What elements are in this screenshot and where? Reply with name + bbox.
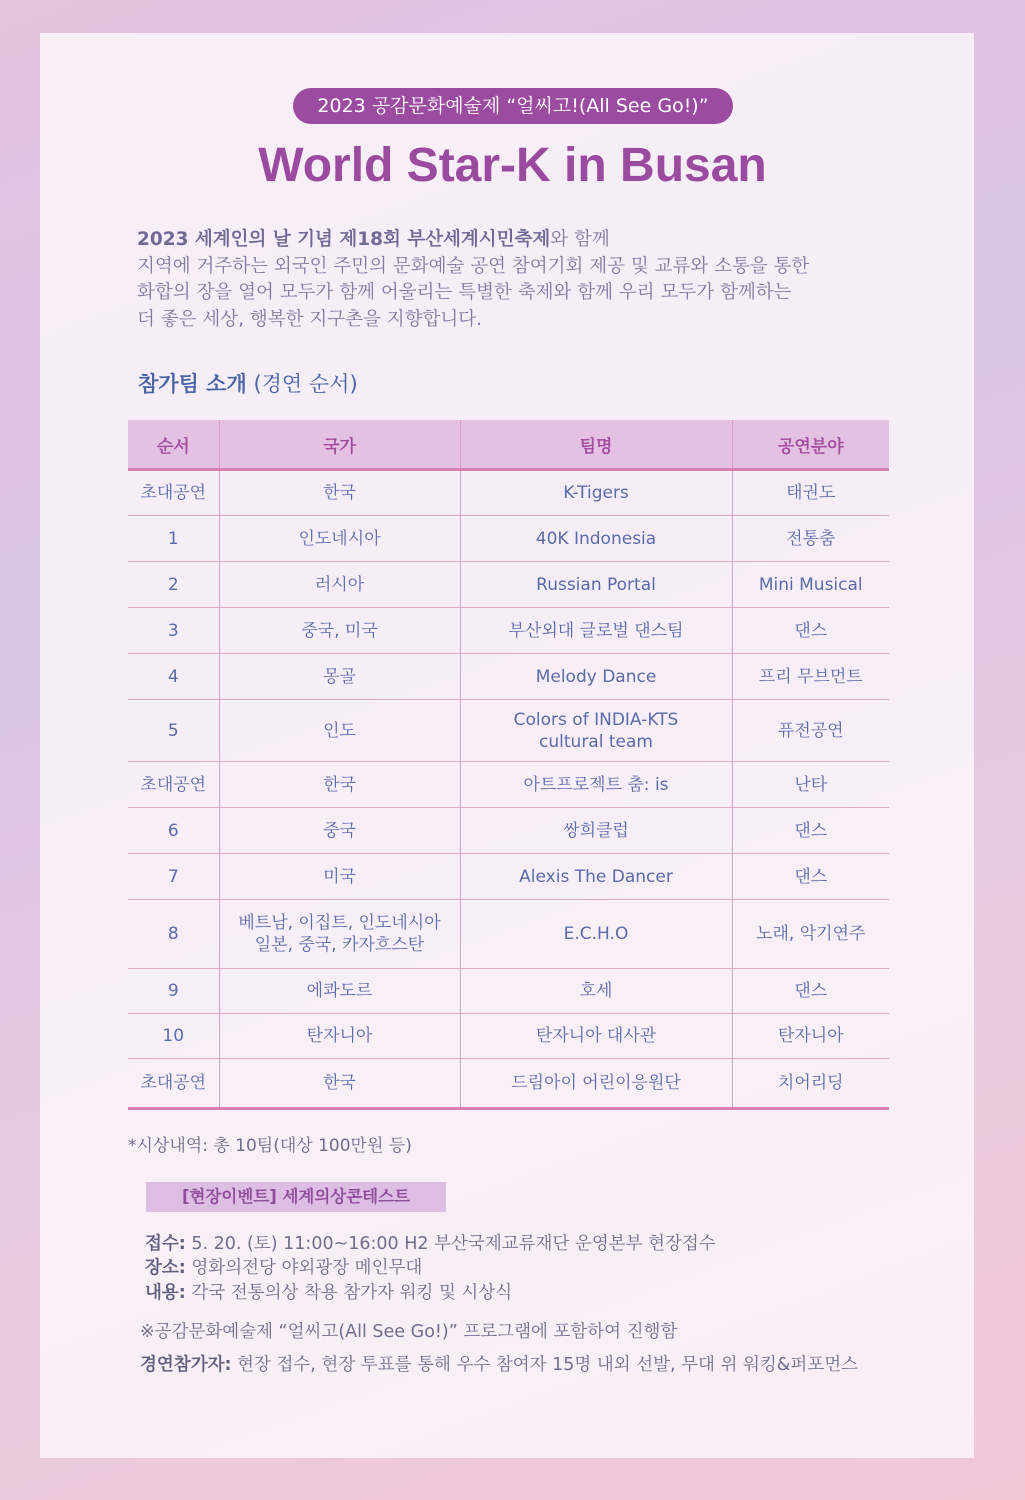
order-cell: 초대공연 <box>128 470 219 516</box>
section-heading-main: 참가팀 소개 <box>138 372 247 396</box>
team-cell: 부산외대 글로벌 댄스팀 <box>460 608 732 654</box>
order-cell: 4 <box>128 654 219 700</box>
table-row <box>128 562 889 608</box>
intro-line-4: 더 좋은 세상, 행복한 지구촌을 지향합니다. <box>137 308 482 330</box>
country-cell: 몽골 <box>219 654 460 700</box>
genre-cell: 치어리딩 <box>732 1059 889 1109</box>
award-note: *시상내역: 총 10팀(대상 100만원 등) <box>128 1136 412 1156</box>
team-cell: 40K Indonesia <box>460 516 732 562</box>
team-cell: 쌍희클럽 <box>460 808 732 854</box>
genre-cell: 프리 무브먼트 <box>732 654 889 700</box>
section-heading-sub: (경연 순서) <box>253 372 358 396</box>
table-row <box>128 608 889 654</box>
order-cell: 5 <box>128 700 219 762</box>
country-line-1: 베트남, 이집트, 인도네시아 <box>238 913 441 933</box>
team-cell: 드림아이 어린이응원단 <box>460 1059 732 1109</box>
genre-cell: 퓨전공연 <box>732 700 889 762</box>
country-cell: 미국 <box>219 854 460 900</box>
country-line-2: 일본, 중국, 카자흐스탄 <box>254 935 425 955</box>
content-value: 각국 전통의상 착용 참가자 워킹 및 시상식 <box>191 1283 513 1303</box>
country-cell: 한국 <box>219 1059 460 1109</box>
genre-cell: 노래, 악기연주 <box>732 900 889 969</box>
content-line <box>145 1279 512 1304</box>
order-cell: 초대공연 <box>128 762 219 808</box>
genre-cell: 난타 <box>732 762 889 808</box>
team-cell: K-Tigers <box>460 470 732 516</box>
genre-cell: 전통춤 <box>732 516 889 562</box>
teams-table <box>128 420 889 1110</box>
venue-label: 장소: <box>145 1258 186 1278</box>
genre-cell: 댄스 <box>732 854 889 900</box>
genre-cell: Mini Musical <box>732 562 889 608</box>
onsite-event-tag: [현장이벤트] 세계의상콘테스트 <box>146 1182 446 1212</box>
table-row <box>128 808 889 854</box>
participants-value: 현장 접수, 현장 투표를 통해 우수 참여자 15명 내외 선발, 무대 위 워킹&퍼포먼스 <box>237 1355 859 1375</box>
order-cell: 3 <box>128 608 219 654</box>
genre-cell: 탄자니아 <box>732 1014 889 1059</box>
country-cell: 한국 <box>219 762 460 808</box>
participants-line <box>140 1351 858 1376</box>
table-row <box>128 854 889 900</box>
country-cell: 인도 <box>219 700 460 762</box>
header-order: 순서 <box>128 420 219 470</box>
team-cell: Alexis The Dancer <box>460 854 732 900</box>
genre-cell: 태권도 <box>732 470 889 516</box>
venue-value: 영화의전당 야외광장 메인무대 <box>191 1258 423 1278</box>
country-cell: 중국 <box>219 808 460 854</box>
venue-line <box>145 1254 422 1279</box>
table-row <box>128 470 889 516</box>
country-cell <box>219 900 460 969</box>
table-row <box>128 700 889 762</box>
intro-line-3: 화합의 장을 열어 모두가 함께 어울리는 특별한 축제와 함께 우리 모두가 함께하는 <box>137 282 792 303</box>
reception-line <box>145 1230 716 1255</box>
participants-label: 경연참가자: <box>140 1355 232 1375</box>
content-label: 내용: <box>145 1283 186 1303</box>
header-team: 팀명 <box>460 420 732 470</box>
table-row <box>128 1059 889 1109</box>
reception-value: 5. 20. (토) 11:00~16:00 H2 부산국제교류재단 운영본부 현장접수 <box>191 1234 716 1254</box>
order-cell: 초대공연 <box>128 1059 219 1109</box>
event-name-badge: 2023 공감문화예술제 “얼씨고!(All See Go!)” <box>293 88 733 124</box>
order-cell: 6 <box>128 808 219 854</box>
team-cell: Melody Dance <box>460 654 732 700</box>
table-row <box>128 1014 889 1059</box>
header-country: 국가 <box>219 420 460 470</box>
intro-line-1 <box>137 227 897 254</box>
intro-lead-suffix: 와 함께 <box>550 229 610 250</box>
team-name-line-2: cultural team <box>539 731 653 752</box>
team-cell: 아트프로젝트 춤: is <box>460 762 732 808</box>
order-cell: 7 <box>128 854 219 900</box>
country-cell: 중국, 미국 <box>219 608 460 654</box>
order-cell: 1 <box>128 516 219 562</box>
table-row <box>128 654 889 700</box>
order-cell: 10 <box>128 1014 219 1059</box>
genre-cell: 댄스 <box>732 608 889 654</box>
team-name-line-1: Colors of INDIA-KTS <box>513 709 679 730</box>
team-cell: Russian Portal <box>460 562 732 608</box>
table-row <box>128 516 889 562</box>
intro-text <box>137 227 897 333</box>
genre-cell: 댄스 <box>732 969 889 1014</box>
intro-line-2: 지역에 거주하는 외국인 주민의 문화예술 공연 참여기회 제공 및 교류와 소통을 통한 <box>137 255 810 277</box>
country-cell: 러시아 <box>219 562 460 608</box>
order-cell: 2 <box>128 562 219 608</box>
table-header-row <box>128 420 889 470</box>
page-title: World Star-K in Busan <box>258 139 767 192</box>
intro-lead: 2023 세계인의 날 기념 제18회 부산세계시민축제 <box>137 229 551 250</box>
country-cell: 탄자니아 <box>219 1014 460 1059</box>
country-cell: 인도네시아 <box>219 516 460 562</box>
table-row <box>128 762 889 808</box>
country-cell: 에콰도르 <box>219 969 460 1014</box>
team-cell: E.C.H.O <box>460 900 732 969</box>
table-row <box>128 969 889 1014</box>
genre-cell: 댄스 <box>732 808 889 854</box>
header-genre: 공연분야 <box>732 420 889 470</box>
section-heading <box>138 368 358 398</box>
program-note: ※공감문화예술제 “얼씨고(All See Go!)” 프로그램에 포함하여 진행함 <box>140 1322 678 1342</box>
table-row <box>128 900 889 969</box>
order-cell: 9 <box>128 969 219 1014</box>
team-cell: 호세 <box>460 969 732 1014</box>
team-cell <box>460 700 732 762</box>
order-cell: 8 <box>128 900 219 969</box>
reception-label: 접수: <box>145 1234 186 1254</box>
team-cell: 탄자니아 대사관 <box>460 1014 732 1059</box>
country-cell: 한국 <box>219 470 460 516</box>
